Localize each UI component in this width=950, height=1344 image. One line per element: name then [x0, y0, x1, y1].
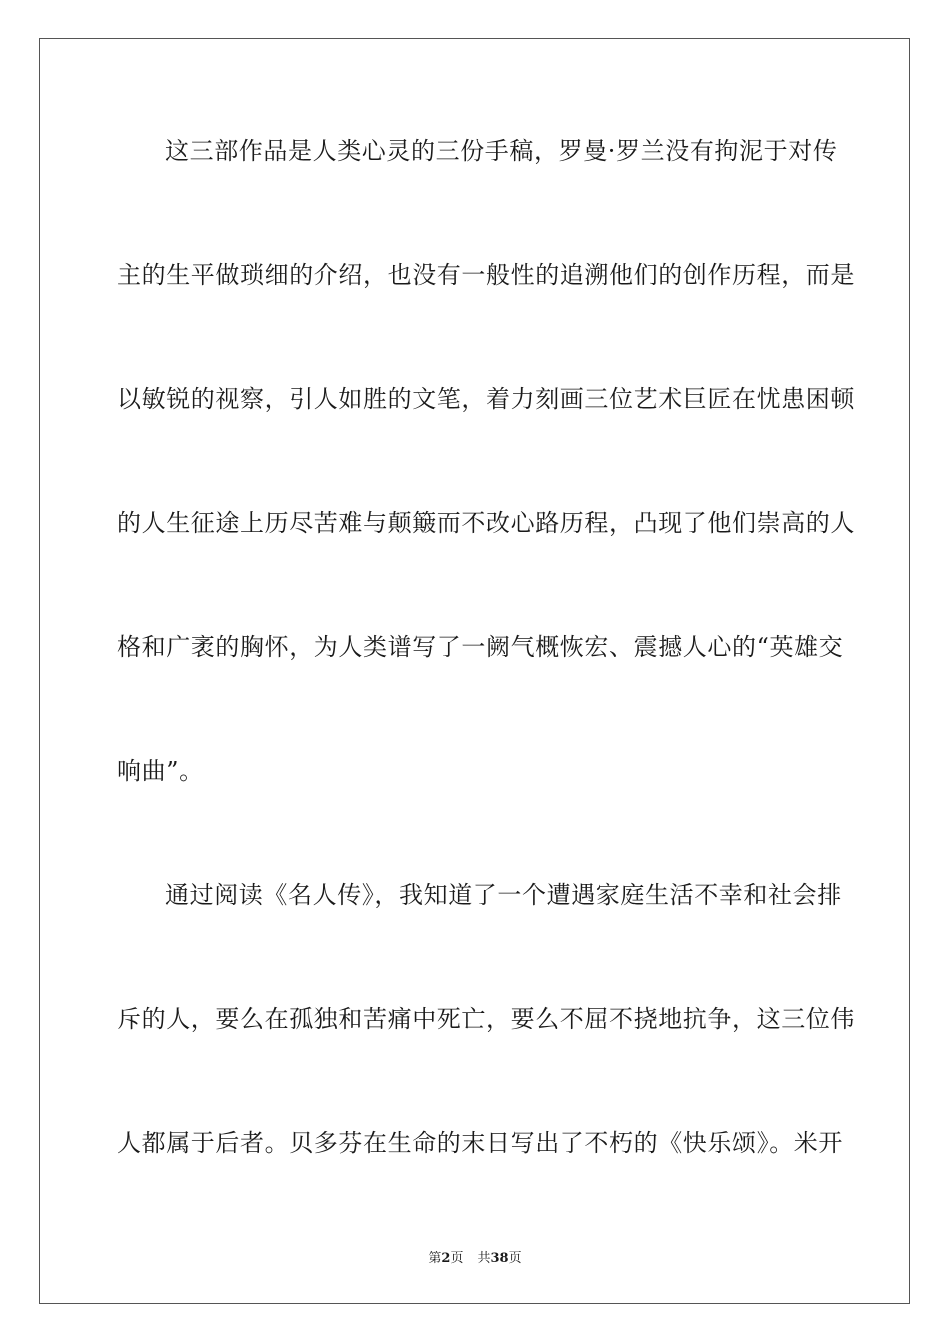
text-line: 响曲”。: [117, 757, 204, 785]
total-prefix: 共: [477, 1251, 491, 1266]
text-line: 以敏锐的视察，引人如胜的文笔，着力刻画三位艺术巨匠在忧患困顿: [117, 385, 855, 413]
text-line: 这三部作品是人类心灵的三份手稿，罗曼·罗兰没有拘泥于对传: [165, 137, 838, 165]
page-suffix: 页: [450, 1251, 464, 1266]
text-line: 通过阅读《名人传》，我知道了一个遭遇家庭生活不幸和社会排: [165, 881, 842, 909]
current-page-number: 2: [441, 1251, 451, 1266]
page-border: [39, 38, 910, 1304]
text-line: 人都属于后者。贝多芬在生命的末日写出了不朽的《快乐颂》。米开: [117, 1129, 843, 1157]
total-suffix: 页: [508, 1251, 522, 1266]
text-line: 格和广袤的胸怀，为人类谱写了一阙气概恢宏、震撼人心的“英雄交: [117, 633, 844, 661]
text-line: 主的生平做琐细的介绍，也没有一般性的追溯他们的创作历程，而是: [117, 261, 855, 289]
page-prefix: 第: [428, 1251, 442, 1266]
total-pages-number: 38: [490, 1251, 509, 1266]
text-line: 的人生征途上历尽苦难与颠簸而不改心路历程，凸现了他们崇高的人: [117, 509, 855, 537]
text-line: 斥的人，要么在孤独和苦痛中死亡，要么不屈不挠地抗争，这三位伟: [117, 1005, 855, 1033]
page-footer: [0, 1247, 950, 1266]
